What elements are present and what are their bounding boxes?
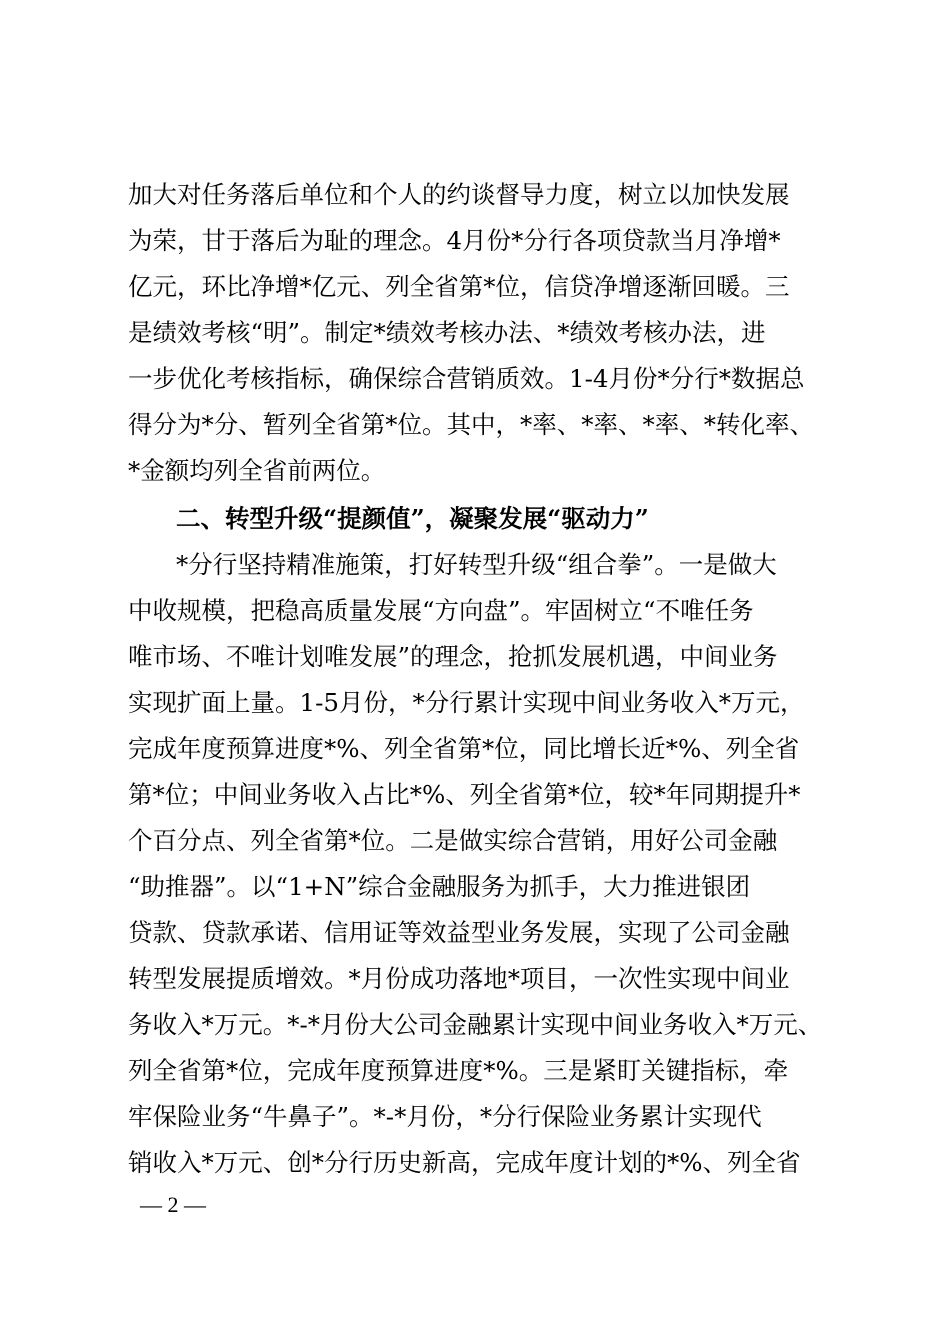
- paragraph-line: 列全省第*位，完成年度预算进度*%。三是紧盯关键指标，牵: [128, 1056, 789, 1085]
- paragraph-line: 销收入*万元、创*分行历史新高，完成年度计划的*%、列全省: [128, 1148, 801, 1177]
- paragraph-line: 一步优化考核指标，确保综合营销质效。1-4月份*分行*数据总: [128, 364, 805, 393]
- paragraph-line: 贷款、贷款承诺、信用证等效益型业务发展，实现了公司金融: [128, 918, 790, 947]
- paragraph-line: *分行坚持精准施策，打好转型升级“组合拳”。一是做大: [176, 550, 777, 579]
- paragraph-line: 中收规模，把稳高质量发展“方向盘”。牢固树立“不唯任务: [128, 596, 754, 625]
- paragraph-line: 牢保险业务“牛鼻子”。*-*月份，*分行保险业务累计实现代: [128, 1102, 762, 1131]
- page-number: — 2 —: [140, 1192, 206, 1217]
- section-heading: 二、转型升级“提颜值”，凝聚发展“驱动力”: [176, 504, 649, 533]
- paragraph-line: 是绩效考核“明”。制定*绩效考核办法、*绩效考核办法，进: [128, 318, 766, 347]
- paragraph-line: 务收入*万元。*-*月份大公司金融累计实现中间业务收入*万元、: [128, 1010, 823, 1039]
- paragraph-line: 实现扩面上量。1-5月份，*分行累计实现中间业务收入*万元，: [128, 688, 805, 717]
- paragraph-line: “助推器”。以“1+N”综合金融服务为抓手，大力推进银团: [128, 872, 751, 901]
- paragraph-line: 转型发展提质增效。*月份成功落地*项目，一次性实现中间业: [128, 964, 790, 993]
- paragraph-line: 加大对任务落后单位和个人的约谈督导力度，树立以加快发展: [128, 180, 790, 209]
- paragraph-line: 亿元，环比净增*亿元、列全省第*位，信贷净增逐渐回暖。三: [128, 272, 790, 301]
- paragraph-line: 唯市场、不唯计划唯发展”的理念，抢抓发展机遇，中间业务: [128, 642, 778, 671]
- paragraph-line: *金额均列全省前两位。: [128, 456, 386, 485]
- paragraph-line: 完成年度预算进度*%、列全省第*位，同比增长近*%、列全省: [128, 734, 800, 763]
- paragraph-line: 个百分点、列全省第*位。二是做实综合营销，用好公司金融: [128, 826, 778, 855]
- paragraph-line: 第*位；中间业务收入占比*%、列全省第*位，较*年同期提升*: [128, 780, 801, 809]
- paragraph-line: 得分为*分、暂列全省第*位。其中，*率、*率、*率、*转化率、: [128, 410, 814, 439]
- paragraph-line: 为荣，甘于落后为耻的理念。4月份*分行各项贷款当月净增*: [128, 226, 781, 255]
